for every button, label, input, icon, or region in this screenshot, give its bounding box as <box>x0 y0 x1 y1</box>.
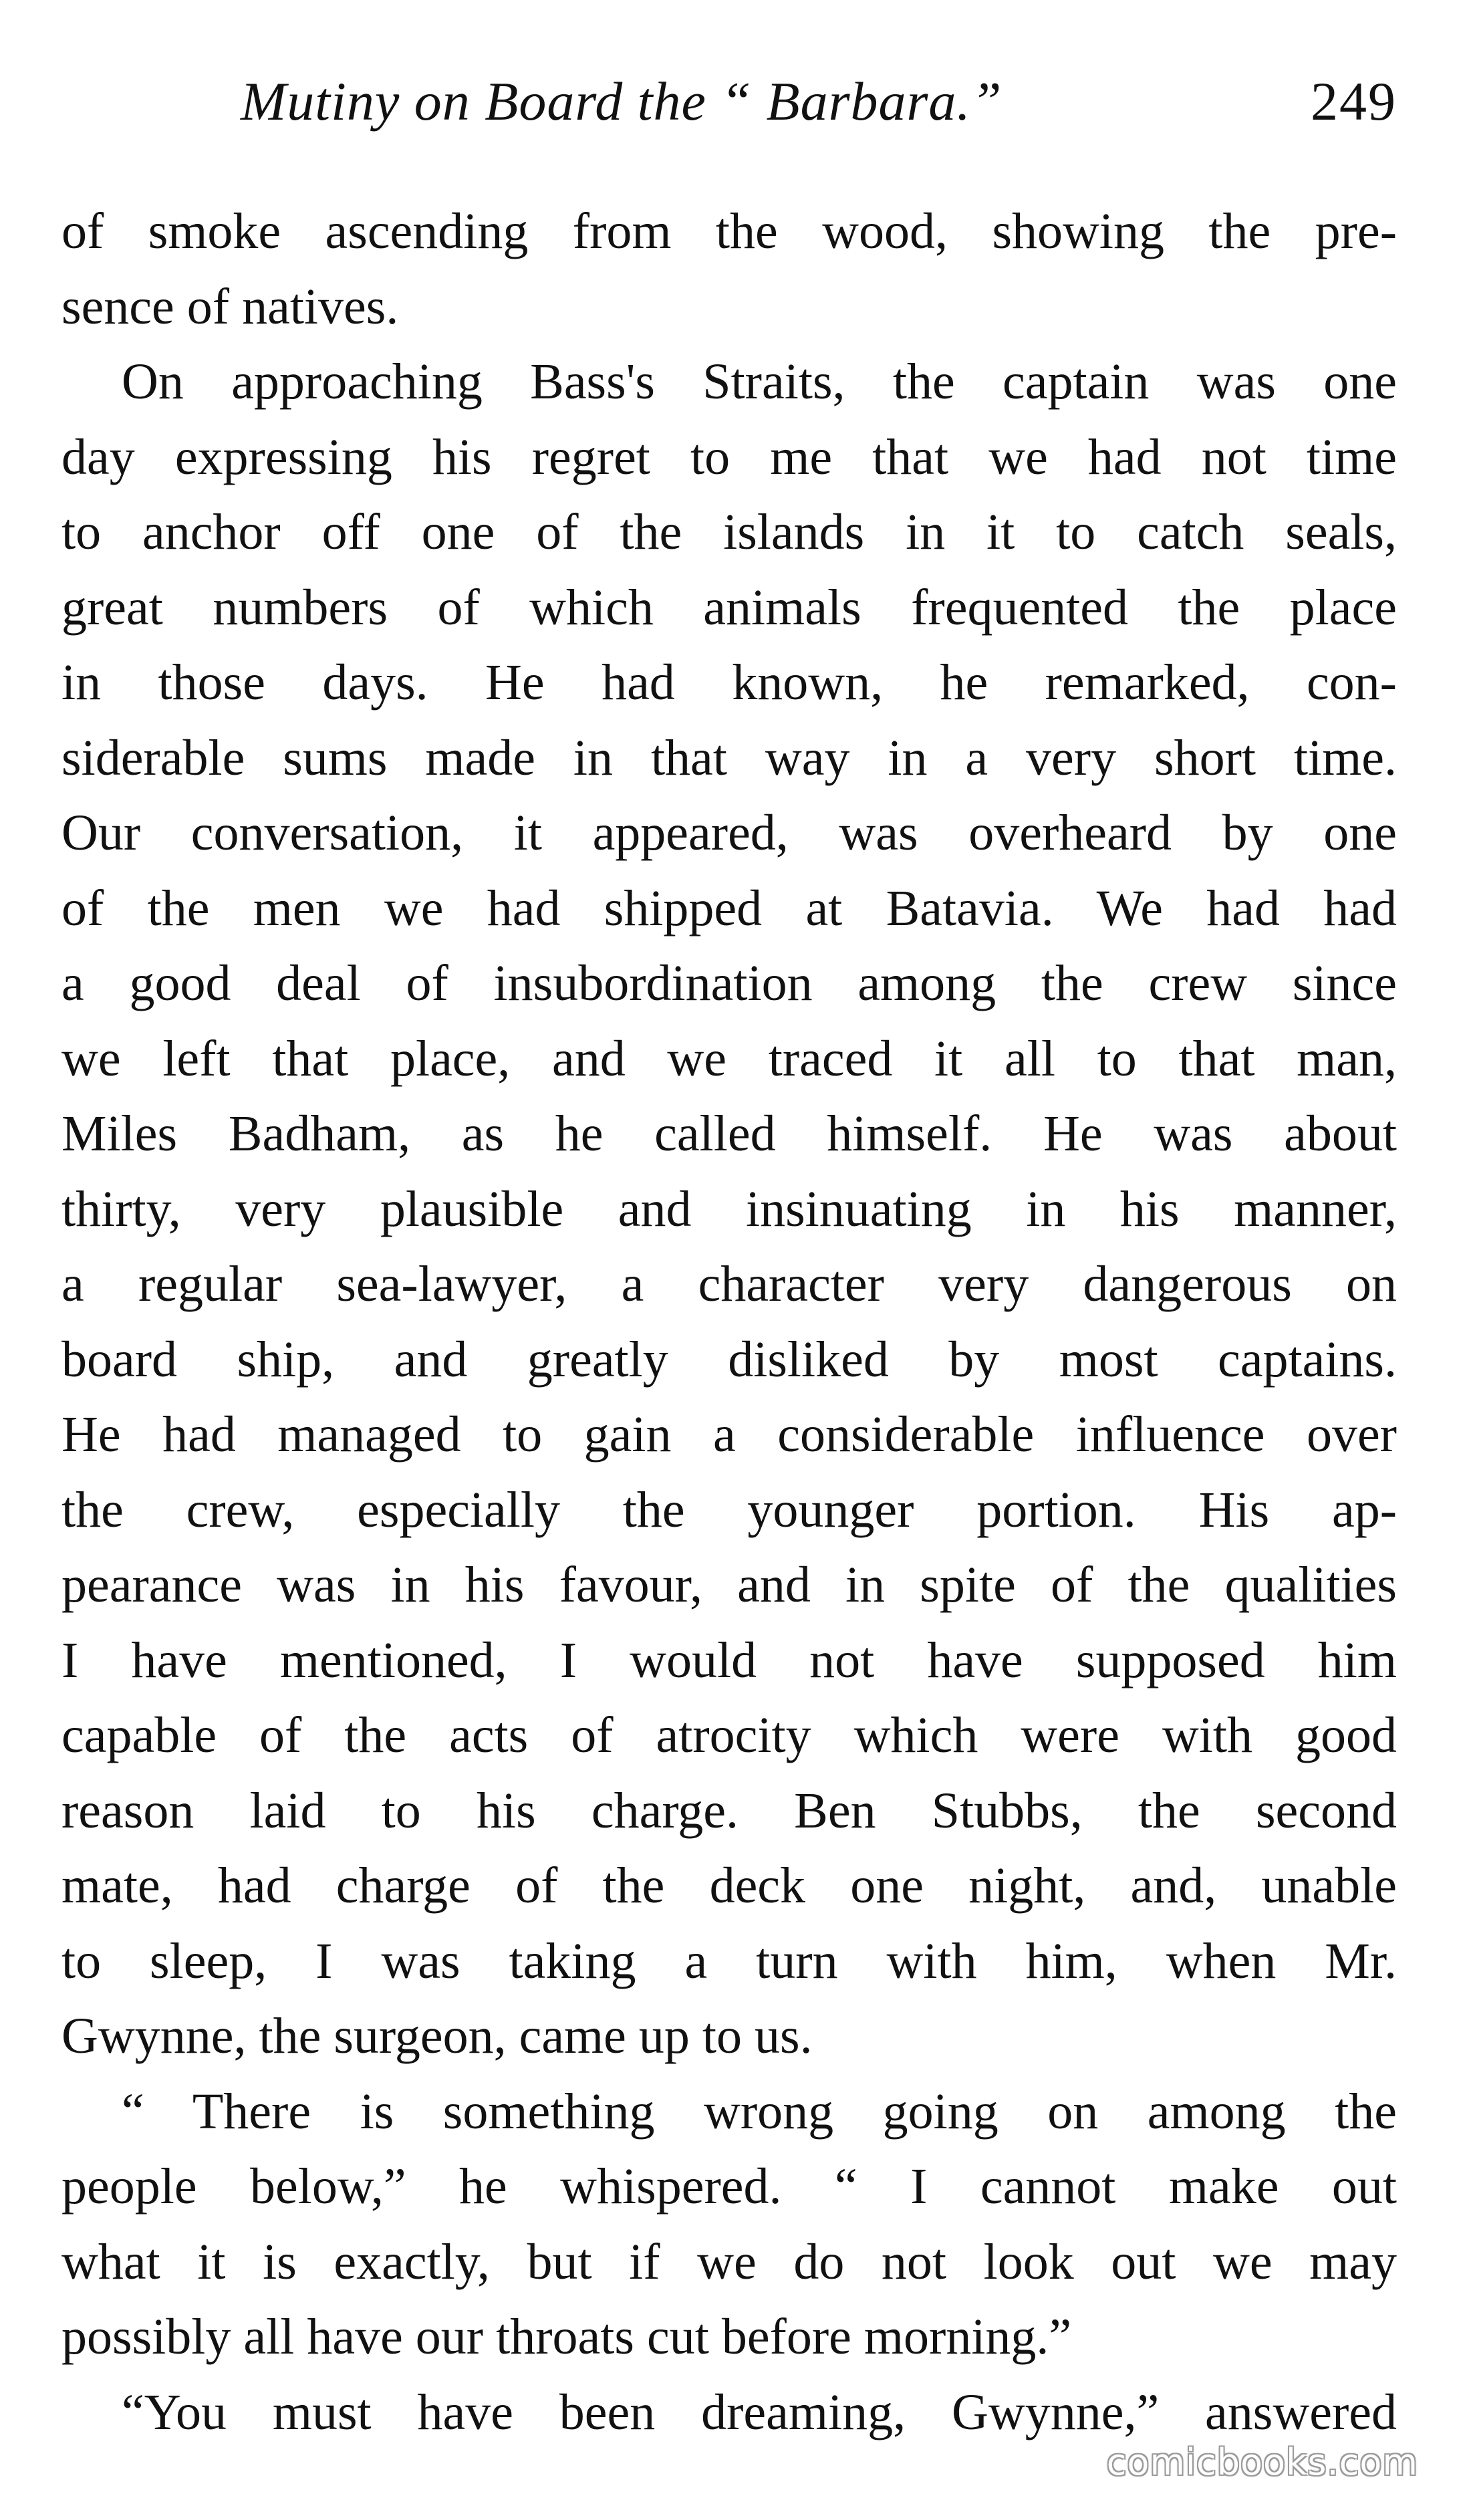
text-line: reason laid to his charge. Ben Stubbs, the second <box>61 1782 1397 1839</box>
text-line: “ There is something wrong going on among the <box>122 2083 1397 2140</box>
text-line: thirty, very plausible and insinuating in his manner, <box>61 1180 1397 1237</box>
text-line: day expressing his regret to me that we had not time <box>61 428 1397 485</box>
text-line: sence of natives. <box>61 278 399 335</box>
page-number: 249 <box>1311 71 1397 132</box>
text-line: Gwynne, the surgeon, came up to us. <box>61 2008 813 2064</box>
running-header <box>241 61 1397 142</box>
text-line: I have mentioned, I would not have supposed him <box>61 1632 1397 1688</box>
text-line: mate, had charge of the deck one night, and, unable <box>61 1858 1397 1914</box>
text-line: we left that place, and we traced it all to that man, <box>61 1030 1397 1087</box>
text-line: to anchor off one of the islands in it to catch seals, <box>61 504 1397 560</box>
text-line: capable of the acts of atrocity which were with good <box>61 1707 1397 1763</box>
text-line: a good deal of insubordination among the crew since <box>61 955 1397 1011</box>
text-line: siderable sums made in that way in a very short time. <box>61 729 1397 786</box>
text-line: of the men we had shipped at Batavia. We had had <box>61 880 1397 936</box>
text-line: in those days. He had known, he remarked, con- <box>61 654 1397 711</box>
text-line: board ship, and greatly disliked by most captains. <box>61 1331 1397 1388</box>
text-line: what it is exactly, but if we do not look out we may <box>61 2233 1397 2290</box>
text-line: Miles Badham, as he called himself. He was about <box>61 1106 1397 1162</box>
text-line: Our conversation, it appeared, was overheard by one <box>61 805 1397 861</box>
watermark: comicbooks.com <box>1106 2441 1418 2483</box>
text-line: people below,” he whispered. “ I cannot make out <box>61 2158 1397 2215</box>
text-line: great numbers of which animals frequented the place <box>61 579 1397 636</box>
text-line: to sleep, I was taking a turn with him, when Mr. <box>61 1932 1397 1989</box>
text-line: possibly all have our throats cut before morning.” <box>61 2309 1072 2365</box>
text-line: “You must have been dreaming, Gwynne,” answered <box>122 2384 1397 2440</box>
text-line: He had managed to gain a considerable influence over <box>61 1406 1397 1463</box>
body-text <box>61 194 1397 2450</box>
text-line: of smoke ascending from the wood, showing the pre- <box>61 203 1397 259</box>
running-title: Mutiny on Board the “ Barbara.” <box>241 71 1003 132</box>
text-line: a regular sea-lawyer, a character very dangerous on <box>61 1256 1397 1312</box>
text-line: the crew, especially the younger portion. His ap- <box>61 1481 1397 1538</box>
text-line: pearance was in his favour, and in spite of the qualities <box>61 1557 1397 1613</box>
text-line: On approaching Bass's Straits, the captain was one <box>122 354 1397 410</box>
